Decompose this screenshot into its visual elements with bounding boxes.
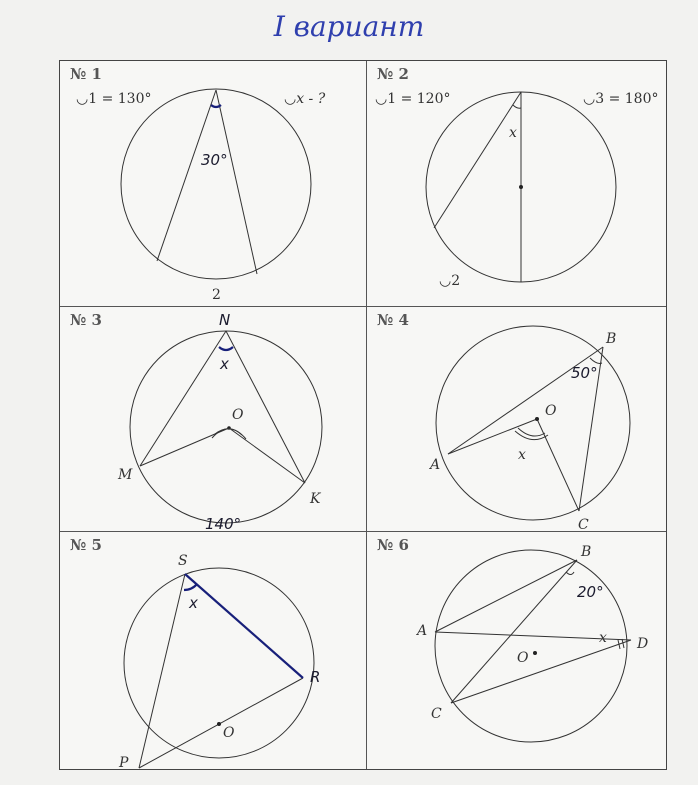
angle-mark-s: [184, 584, 197, 590]
point-o-label: O: [232, 407, 244, 423]
problem-4: [367, 307, 673, 531]
radius-oc: [537, 419, 579, 511]
point-a-label: A: [417, 623, 428, 639]
chord-nm: [140, 331, 226, 466]
page-title: I вариант: [273, 10, 425, 43]
problem-3: [60, 307, 366, 531]
chord-right: [216, 90, 257, 274]
point-m-label: M: [118, 467, 133, 483]
problem-number: № 3: [70, 311, 102, 329]
point-o-label: O: [517, 650, 529, 666]
angle-x-label: x: [220, 355, 229, 373]
center-dot: [217, 722, 221, 726]
angle-mark-o-outer: [212, 429, 246, 439]
angle-x-label: x: [518, 447, 526, 463]
point-b-label: B: [581, 544, 592, 560]
point-c-label: C: [578, 517, 589, 533]
problem-1: [60, 61, 366, 306]
point-a-label: A: [430, 457, 441, 473]
center-dot: [535, 417, 539, 421]
diameter-pr: [139, 678, 303, 768]
angle-mark-b: [590, 358, 602, 363]
worksheet-grid: [59, 60, 667, 770]
angle-mark: [211, 105, 221, 107]
chord-left: [157, 90, 216, 261]
point-p-label: P: [119, 755, 129, 771]
point-b-label: B: [606, 331, 617, 347]
chord: [434, 92, 521, 228]
problem-number: № 6: [377, 536, 409, 554]
point-d-label: D: [637, 636, 649, 652]
problem-4-diagram: [367, 307, 673, 531]
point-s-label: S: [178, 553, 188, 569]
arc-1-label: ◡1 = 120°: [375, 91, 451, 107]
angle-label: 140°: [205, 515, 242, 533]
problem-2: [367, 61, 673, 306]
problem-number: № 2: [377, 65, 409, 83]
point-o-label: O: [545, 403, 557, 419]
angle-label: 50°: [571, 364, 598, 382]
chord-cd: [451, 640, 631, 703]
circle: [435, 550, 627, 742]
angle-mark-b: [566, 572, 574, 575]
chord-ab: [435, 560, 577, 632]
center-dot: [519, 185, 523, 189]
point-k-label: K: [310, 491, 321, 507]
arc-1-label: ◡1 = 130°: [76, 91, 152, 107]
problem-3-diagram: [60, 307, 366, 531]
point-o-label: O: [223, 725, 235, 741]
problem-1-diagram: [60, 61, 366, 306]
problem-number: № 4: [377, 311, 409, 329]
point-n-label: N: [219, 311, 231, 329]
angle-mark-n: [219, 347, 233, 350]
angle-x-label: x: [189, 594, 198, 612]
point-r-label: R: [310, 668, 321, 686]
center-dot: [533, 651, 537, 655]
angle-x-label: x: [509, 125, 517, 141]
circle: [436, 326, 630, 520]
angle-mark: [513, 105, 521, 108]
circle: [121, 89, 311, 279]
angle-label: 30°: [201, 151, 228, 169]
problem-number: № 1: [70, 65, 102, 83]
point-c-label: C: [431, 706, 442, 722]
radius-ok: [229, 428, 305, 483]
problem-2-diagram: [367, 61, 673, 306]
angle-label: 20°: [577, 583, 604, 601]
problem-5: [60, 532, 366, 769]
problem-6-diagram: [367, 532, 673, 769]
problem-6: [367, 532, 673, 769]
problem-5-diagram: [60, 532, 366, 769]
arc-2-label: ◡2: [439, 273, 461, 289]
arc-2-label: 2: [212, 287, 221, 303]
arc-3-label: ◡3 = 180°: [583, 91, 659, 107]
angle-x-label: x: [599, 630, 607, 646]
chord-sr: [185, 574, 303, 678]
unknown-arc-label: ◡x - ?: [284, 91, 326, 107]
problem-number: № 5: [70, 536, 102, 554]
chord-bc: [451, 560, 577, 703]
angle-mark-o: [518, 428, 545, 436]
